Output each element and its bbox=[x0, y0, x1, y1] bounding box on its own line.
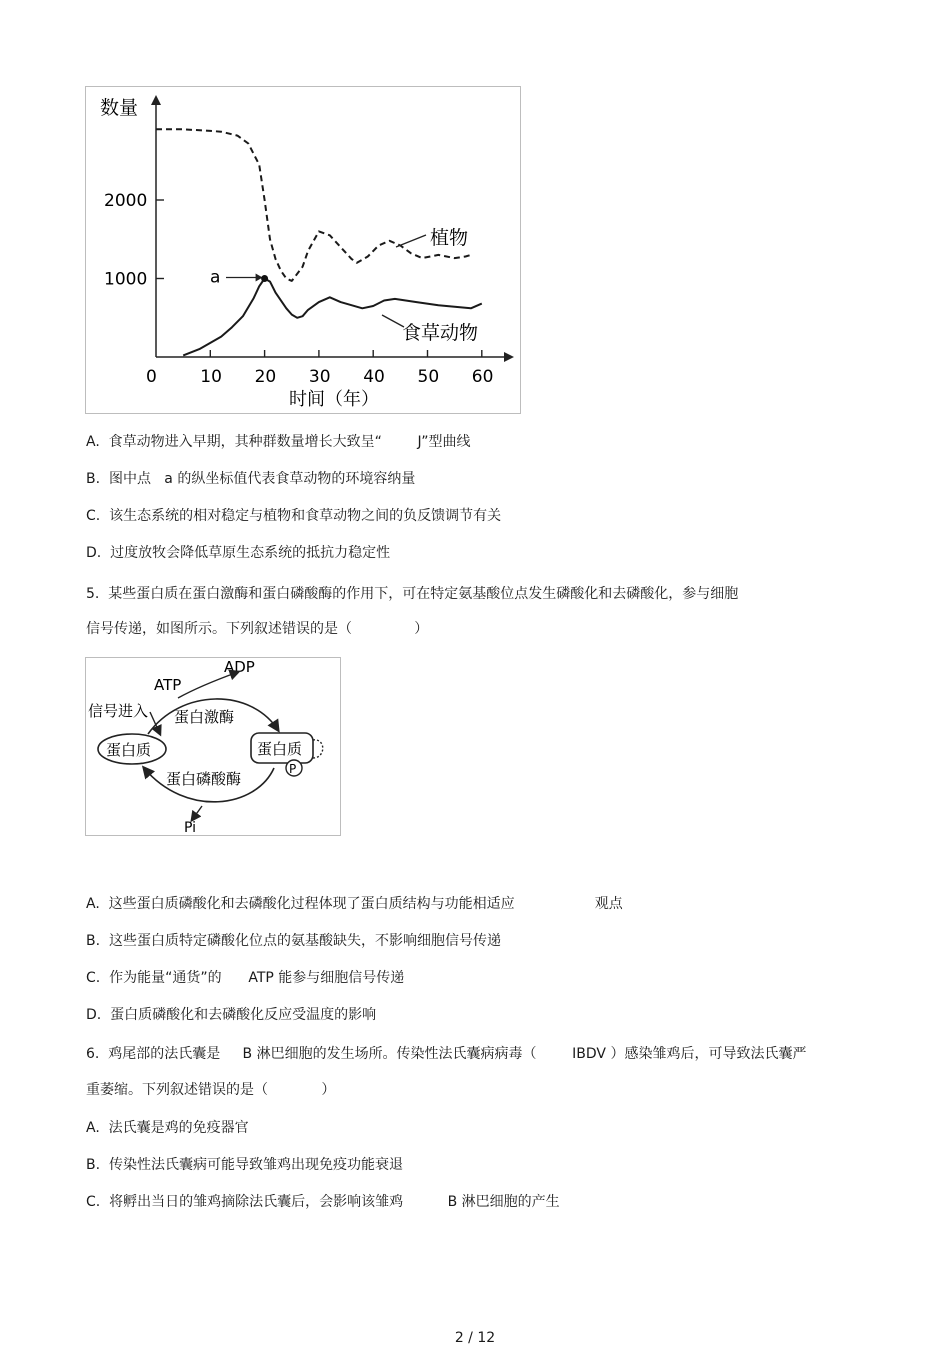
q4-option-b: B. 图中点 a 的纵坐标值代表食草动物的环境容纳量 bbox=[86, 471, 416, 487]
x-tick-label: 20 bbox=[254, 367, 277, 387]
population-chart bbox=[86, 87, 520, 413]
q4-option-c: C. 该生态系统的相对稳定与植物和食草动物之间的负反馈调节有关 bbox=[86, 508, 502, 524]
series-label-plant: 植物 bbox=[430, 227, 469, 249]
atp-to-adp-arrow bbox=[178, 672, 238, 698]
page-number: 2 / 12 bbox=[454, 1330, 496, 1346]
q4-option-d: D. 过度放牧会降低草原生态系统的抵抗力稳定性 bbox=[86, 545, 391, 561]
q5-option-a: A. 这些蛋白质磷酸化和去磷酸化过程体现了蛋白质结构与功能相适应 观点 bbox=[86, 896, 623, 912]
x-tick-label: 40 bbox=[363, 367, 385, 387]
q6-option-c: C. 将孵出当日的雏鸡摘除法氏囊后，会影响该雏鸡 B 淋巴细胞的产生 bbox=[86, 1194, 560, 1210]
plant-leader-line bbox=[396, 235, 426, 247]
x-tick-label: 10 bbox=[200, 367, 222, 387]
q6-option-b: B. 传染性法氏囊病可能导致雏鸡出现免疫功能衰退 bbox=[86, 1157, 403, 1173]
q5-option-c: C. 作为能量“通货”的 ATP 能参与细胞信号传递 bbox=[86, 970, 405, 986]
x-tick-label: 0 bbox=[146, 367, 157, 387]
x-tick-label: 60 bbox=[471, 367, 494, 387]
y-tick-label: 2000 bbox=[104, 191, 148, 211]
kinase-label: 蛋白激酶 bbox=[174, 708, 235, 726]
pi-label: Pi bbox=[184, 820, 197, 835]
series-line-plant bbox=[156, 129, 471, 281]
adp-label: ADP bbox=[224, 658, 255, 676]
annotation-label-a: a bbox=[210, 267, 221, 288]
series-label-herbivore: 食草动物 bbox=[402, 322, 479, 344]
q6-stem-line1: 6. 鸡尾部的法氏囊是 B 淋巴细胞的发生场所。传染性法氏囊病病毒（ IBDV ）感染雏鸡后，可导致法氏囊严 bbox=[86, 1046, 807, 1062]
atp-label: ATP bbox=[154, 676, 182, 694]
x-tick-label: 50 bbox=[417, 367, 440, 387]
pi-release-arrow bbox=[192, 806, 202, 820]
q5-stem-line1: 5. 某些蛋白质在蛋白激酶和蛋白磷酸酶的作用下，可在特定氨基酸位点发生磷酸化和去磷酸化，参与细胞 bbox=[86, 586, 739, 602]
phosphorylation-diagram bbox=[86, 658, 340, 835]
x-axis-arrowhead bbox=[504, 352, 514, 362]
q5-option-b: B. 这些蛋白质特定磷酸化位点的氨基酸缺失，不影响细胞信号传递 bbox=[86, 933, 501, 949]
x-axis-label: 时间（年） bbox=[289, 389, 379, 410]
q6-option-a: A. 法氏囊是鸡的免疫器官 bbox=[86, 1120, 249, 1136]
q4-option-a: A. 食草动物进入早期，其种群数量增长大致呈“ J”型曲线 bbox=[86, 434, 471, 450]
phosphatase-label: 蛋白磷酸酶 bbox=[166, 770, 242, 788]
chart-series-labels bbox=[382, 227, 478, 344]
phosphorylation-diagram-figure bbox=[85, 657, 341, 836]
phosphate-label: P bbox=[289, 762, 297, 776]
q6-stem-line2: 重萎缩。下列叙述错误的是（ ） bbox=[86, 1082, 336, 1098]
y-axis-arrowhead bbox=[151, 95, 161, 105]
protein-right-label: 蛋白质 bbox=[257, 740, 303, 758]
protein-left-label: 蛋白质 bbox=[106, 741, 152, 759]
signal-in-label: 信号进入 bbox=[88, 702, 149, 720]
y-axis-label: 数量 bbox=[100, 97, 139, 119]
q5-stem-line2: 信号传递，如图所示。下列叙述错误的是（ ） bbox=[86, 621, 429, 637]
population-chart-figure bbox=[85, 86, 521, 414]
x-tick-label: 30 bbox=[308, 367, 331, 387]
y-tick-label: 1000 bbox=[104, 269, 148, 290]
annotation-point bbox=[261, 275, 268, 282]
herbivore-leader-line bbox=[382, 315, 404, 327]
protein-right-tail bbox=[313, 740, 323, 758]
q5-option-d: D. 蛋白质磷酸化和去磷酸化反应受温度的影响 bbox=[86, 1007, 377, 1023]
